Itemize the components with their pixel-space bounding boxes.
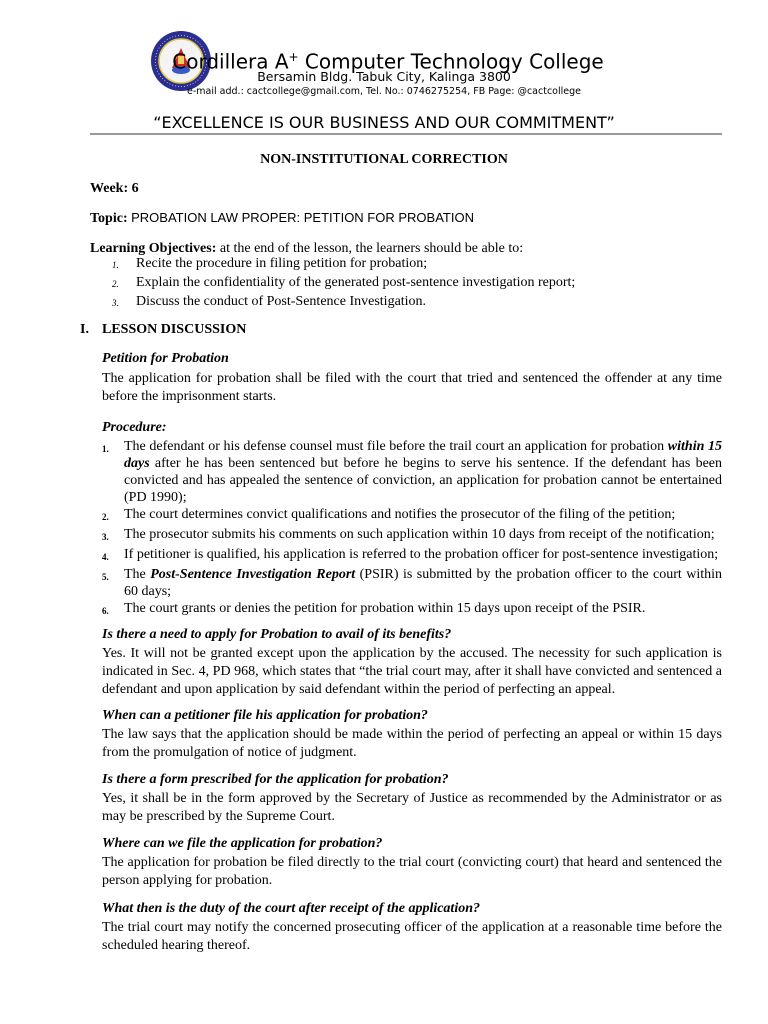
faq-answer: The law says that the application should be made within the period of perfecting an appeal or within 15 days from the promulgation of notice of judgment.: [102, 727, 722, 760]
college-name: Cordillera A+ Computer Technology College: [172, 49, 604, 74]
section-heading: I. LESSON DISCUSSION: [80, 322, 247, 337]
objectives-list: [112, 255, 732, 312]
faq-question: Is there a form prescribed for the application for probation?: [102, 772, 449, 787]
faq-question: When can a petitioner file his application for probation?: [102, 708, 428, 723]
procedure-heading-wrap: [102, 419, 722, 436]
college-address: Bersamin Bldg. Tabuk City, Kalinga 3800: [257, 69, 511, 84]
list-item: 2. Explain the confidentiality of the generated post-sentence investigation report;: [112, 275, 576, 290]
header-divider: [90, 133, 722, 135]
college-contact: e-mail add.: cactcollege@gmail.com, Tel. No.: 0746275254, FB Page: @cactcollege: [187, 86, 581, 97]
faq-item: [102, 900, 722, 955]
faq-answer: Yes. It will not be granted except upon the application by the accused. The necessity for such application is indicated in Sec. 4, PD 968, which states that “the trial court may, after it shall have convicted and sentenced a defendant and upon application by said defendant within the period of perfecting an appeal.: [102, 646, 722, 697]
week-label: Week: 6: [90, 181, 139, 196]
topic-line: Topic: PROBATION LAW PROPER: PETITION FOR PROBATION: [90, 210, 474, 226]
list-item: 1. The defendant or his defense counsel must file before the trail court an application for probation within 15 days after he has been sentenced but before he begins to serve his sentence. If the defendant has been convicted and has appealed the sentence of conviction, an application for probation cannot be entertained (PD 1990);: [102, 439, 722, 505]
faq-answer: The application for probation be filed directly to the trial court (convicting court) that heard and sentenced the person applying for probation.: [102, 855, 722, 888]
faq-question: Where can we file the application for probation?: [102, 836, 383, 851]
list-item: 3. Discuss the conduct of Post-Sentence Investigation.: [112, 294, 427, 309]
list-item: 5. The Post-Sentence Investigation Report (PSIR) is submitted by the probation officer to the court within 60 days;: [102, 567, 723, 599]
procedure-list: [102, 438, 722, 620]
paragraph: The application for probation shall be filed with the court that tried and sentenced the offender at any time before the imprisonment starts.: [102, 371, 722, 404]
learning-objectives: Learning Objectives: at the end of the lesson, the learners should be able to:: [90, 241, 524, 256]
college-motto: “EXCELLENCE IS OUR BUSINESS AND OUR COMMITMENT”: [153, 113, 615, 132]
faq-question: What then is the duty of the court after receipt of the application?: [102, 901, 480, 916]
list-item: 3. The prosecutor submits his comments on such application within 10 days from receipt of the notification;: [102, 527, 715, 542]
faq-answer: Yes, it shall be in the form approved by the Secretary of Justice as recommended by the Administrator or as may be prescribed by the Supreme Court.: [102, 791, 722, 824]
petition-section: [102, 350, 722, 406]
faq-answer: The trial court may notify the concerned prosecuting officer of the application at a reasonable time before the scheduled hearing thereof.: [102, 920, 722, 953]
section-subheading: Procedure:: [102, 420, 167, 435]
faq-item: [102, 771, 722, 826]
subject-title: NON-INSTITUTIONAL CORRECTION: [260, 152, 508, 167]
list-item: 6. The court grants or denies the petition for probation within 15 days upon receipt of the PSIR.: [102, 601, 646, 616]
faq-question: Is there a need to apply for Probation to avail of its benefits?: [102, 627, 452, 642]
list-item: 4. If petitioner is qualified, his application is referred to the probation officer for post-sentence investigation;: [102, 547, 719, 562]
faq-item: [102, 626, 722, 699]
faq-item: [102, 835, 722, 890]
faq-item: [102, 707, 722, 762]
section-subheading: Petition for Probation: [102, 351, 229, 366]
list-item: 2. The court determines convict qualifications and notifies the prosecutor of the filing of the petition;: [102, 507, 676, 522]
list-item: 1. Recite the procedure in filing petition for probation;: [112, 256, 428, 271]
